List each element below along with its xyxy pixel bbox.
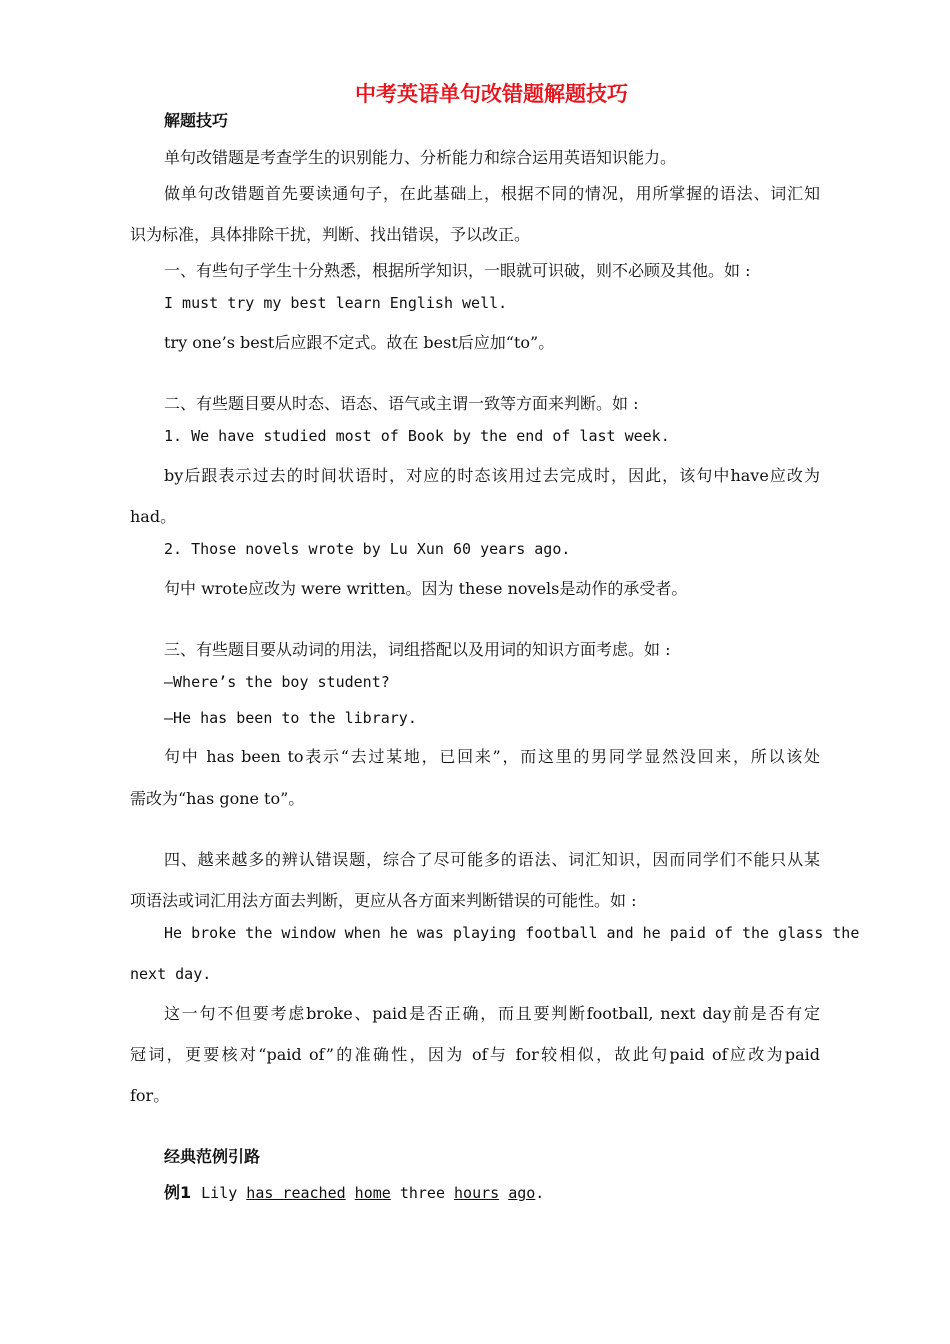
explanation: for。 <box>130 1086 170 1105</box>
example-sentence: next day. <box>130 965 212 983</box>
document-title: 中考英语单句改错题解题技巧 <box>355 82 628 106</box>
explanation: 冠词，更要核对“paid of”的准确性，因为 of与 for较相似，故此句paid of应改为paid <box>130 1045 820 1064</box>
dialog-line: —Where’s the boy student? <box>164 673 390 691</box>
point-intro: 二、有些题目要从时态、语态、语气或主谓一致等方面来判断。如 : <box>164 394 639 413</box>
section-heading-tips: 解题技巧 <box>164 111 229 130</box>
explanation: had。 <box>130 507 177 526</box>
point-intro: 四、越来越多的辨认错误题，综合了尽可能多的语法、词汇知识，因而同学们不能只从某 <box>164 850 820 869</box>
example-sentence: He broke the window when he was playing football and he paid of the glass the <box>164 924 860 942</box>
explanation: 需改为“has gone to”。 <box>130 789 305 808</box>
example-word: Lily <box>201 1184 238 1202</box>
point-intro: 一、有些句子学生十分熟悉，根据所学知识，一眼就可识破，则不必顾及其他。如 : <box>164 261 751 280</box>
underlined-option: home <box>354 1184 391 1202</box>
example-sentence: 1. We have studied most of Book by the end of last week. <box>164 427 670 445</box>
paragraph: 识为标准，具体排除干扰，判断、找出错误，予以改正。 <box>130 225 531 244</box>
example-sentence: I must try my best learn English well. <box>164 294 508 312</box>
explanation: 这一句不但要考虑broke、paid是否正确，而且要判断football, next day前是否有定 <box>164 1004 820 1023</box>
dialog-line: —He has been to the library. <box>164 709 417 727</box>
explanation: 句中 has been to表示“去过某地，已回来”，而这里的男同学显然没回来，所以该处 <box>164 747 820 766</box>
example-word: three <box>399 1184 445 1202</box>
underlined-option: has reached <box>246 1184 346 1202</box>
underlined-option: ago <box>508 1184 536 1202</box>
example-sentence: 2. Those novels wrote by Lu Xun 60 years ago. <box>164 540 571 558</box>
explanation: by后跟表示过去的时间状语时，对应的时态该用过去完成时，因此，该句中have应改为 <box>164 466 820 485</box>
point-intro: 项语法或词汇用法方面去判断，更应从各方面来判断错误的可能性。如 : <box>130 891 637 910</box>
paragraph: 单句改错题是考查学生的识别能力、分析能力和综合运用英语知识能力。 <box>164 148 677 167</box>
point-intro: 三、有些题目要从动词的用法，词组搭配以及用词的知识方面考虑。如 : <box>164 640 671 659</box>
explanation: try one’s best后应跟不定式。故在 best后应加“to”。 <box>164 333 555 352</box>
explanation: 句中 wrote应改为 were written。因为 these novels是动作的承受者。 <box>164 579 688 598</box>
section-heading-examples: 经典范例引路 <box>164 1147 261 1166</box>
paragraph: 做单句改错题首先要读通句子，在此基础上，根据不同的情况，用所掌握的语法、词汇知 <box>164 184 820 203</box>
underlined-option: hours <box>454 1184 500 1202</box>
example-label: 例1 <box>164 1183 192 1202</box>
example-item <box>164 1180 820 1203</box>
sentence-end: . <box>535 1184 545 1202</box>
